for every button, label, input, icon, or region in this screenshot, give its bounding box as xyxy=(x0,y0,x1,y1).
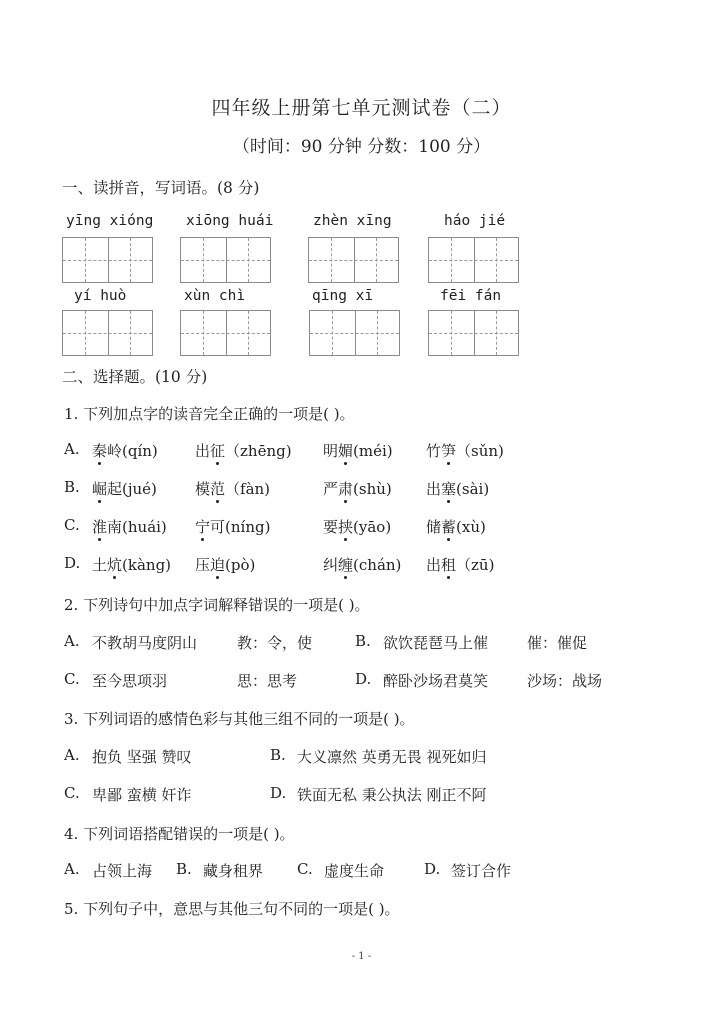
pinyin-label: háo jié xyxy=(444,213,506,229)
q1-option-item: 宁可(níng) xyxy=(195,518,271,536)
q2-option-line: 欲饮琵琶马上催 xyxy=(383,634,489,652)
dotted-char: 租 xyxy=(441,556,457,574)
q3-option-label: B. xyxy=(270,746,286,764)
q1-option-item: 压迫(pò) xyxy=(195,556,256,574)
dotted-char: 崛 xyxy=(92,480,108,498)
writing-grid[interactable] xyxy=(180,237,271,283)
dotted-char: 笋 xyxy=(441,442,457,460)
q4-option-label: B. xyxy=(176,860,192,878)
dotted-char: 媚 xyxy=(338,442,354,460)
pinyin-label: xùn chì xyxy=(184,288,246,304)
q2-option-line: 不教胡马度阴山 xyxy=(92,634,198,652)
q1-option-item: 出征（zhēng) xyxy=(195,442,292,460)
q2-option-line: 醉卧沙场君莫笑 xyxy=(383,672,489,690)
q1-option-label: C. xyxy=(64,516,80,534)
q1-option-item: 明媚(méi) xyxy=(323,442,393,460)
q3-option-words: 大义凛然 英勇无畏 视死如归 xyxy=(297,748,487,766)
q1-option-label: D. xyxy=(64,554,81,572)
q1-option-item: 储蓄(xù) xyxy=(426,518,486,536)
q2-option-label: D. xyxy=(355,670,372,688)
pinyin-label: yí huò xyxy=(74,288,127,304)
q2-option-explain: 催：催促 xyxy=(527,634,588,652)
q2-option-explain: 沙场：战场 xyxy=(527,672,603,690)
dotted-char: 范 xyxy=(210,480,226,498)
q3-option-words: 抱负 坚强 赞叹 xyxy=(92,748,192,766)
q2-option-explain: 教：令，使 xyxy=(237,634,313,652)
q4-option-text: 签订合作 xyxy=(451,862,512,880)
dotted-char: 缠 xyxy=(338,556,354,574)
dotted-char: 秦 xyxy=(92,442,108,460)
q4-option-text: 占领上海 xyxy=(92,862,153,880)
q2-option-label: A. xyxy=(64,632,80,650)
q4-option-text: 虚度生命 xyxy=(324,862,385,880)
writing-grid[interactable] xyxy=(309,310,400,356)
q2-option-label: B. xyxy=(355,632,371,650)
q1-option-item: 出租（zū) xyxy=(426,556,495,574)
dotted-char: 挟 xyxy=(338,518,354,536)
q3-option-label: C. xyxy=(64,784,80,802)
section2-heading: 二、选择题。(10 分) xyxy=(62,368,208,386)
q4-option-text: 藏身租界 xyxy=(203,862,264,880)
exam-time-score: （时间：90 分钟 分数：100 分） xyxy=(232,137,491,157)
q3-option-label: A. xyxy=(64,746,80,764)
dotted-char: 炕 xyxy=(107,556,123,574)
dotted-char: 肃 xyxy=(338,480,354,498)
pinyin-label: xiōng huái xyxy=(186,213,274,229)
writing-grid[interactable] xyxy=(62,310,153,356)
q3-option-label: D. xyxy=(270,784,287,802)
q3-option-words: 铁面无私 秉公执法 刚正不阿 xyxy=(297,786,487,804)
q1-option-item: 秦岭(qín) xyxy=(92,442,158,460)
writing-grid[interactable] xyxy=(180,310,271,356)
q2-option-line: 至今思项羽 xyxy=(92,672,168,690)
writing-grid[interactable] xyxy=(428,310,519,356)
q1-option-item: 模范（fàn) xyxy=(195,480,271,498)
q2-option-explain: 思：思考 xyxy=(237,672,298,690)
dotted-char: 塞 xyxy=(441,480,457,498)
pinyin-label: fēi fán xyxy=(440,288,502,304)
q4-option-label: A. xyxy=(64,860,80,878)
q1-option-label: A. xyxy=(64,440,80,458)
q1-option-item: 严肃(shù) xyxy=(323,480,392,498)
q1-option-item: 纠缠(chán) xyxy=(323,556,402,574)
q3-option-words: 卑鄙 蛮横 奸诈 xyxy=(92,786,192,804)
q1-option-item: 要挟(yāo) xyxy=(323,518,392,536)
pinyin-label: yīng xióng xyxy=(66,213,154,229)
question-5-stem: 5. 下列句子中，意思与其他三句不同的一项是( )。 xyxy=(64,900,400,918)
question-4-stem: 4. 下列词语搭配错误的一项是( )。 xyxy=(64,825,295,843)
page-number: - 1 - xyxy=(351,951,372,962)
dotted-char: 征 xyxy=(210,442,226,460)
writing-grid[interactable] xyxy=(308,237,399,283)
q1-option-item: 出塞(sài) xyxy=(426,480,490,498)
q4-option-label: C. xyxy=(297,860,313,878)
dotted-char: 迫 xyxy=(210,556,226,574)
section1-heading: 一、读拼音，写词语。(8 分) xyxy=(62,179,260,197)
q1-option-label: B. xyxy=(64,478,80,496)
dotted-char: 宁 xyxy=(195,518,211,536)
q2-option-label: C. xyxy=(64,670,80,688)
q1-option-item: 崛起(jué) xyxy=(92,480,157,498)
writing-grid[interactable] xyxy=(428,237,519,283)
writing-grid[interactable] xyxy=(62,237,153,283)
q1-option-item: 土炕(kàng) xyxy=(92,556,172,574)
question-2-stem: 2. 下列诗句中加点字词解释错误的一项是( )。 xyxy=(64,596,370,614)
dotted-char: 淮 xyxy=(92,518,108,536)
q1-option-item: 竹笋（sǔn) xyxy=(426,442,504,460)
q1-option-item: 淮南(huái) xyxy=(92,518,167,536)
dotted-char: 蓄 xyxy=(441,518,457,536)
question-1-stem: 1. 下列加点字的读音完全正确的一项是( )。 xyxy=(64,405,355,423)
question-3-stem: 3. 下列词语的感情色彩与其他三组不同的一项是( )。 xyxy=(64,710,415,728)
page-title: 四年级上册第七单元测试卷（二） xyxy=(211,97,512,119)
pinyin-label: qīng xī xyxy=(312,288,374,304)
q4-option-label: D. xyxy=(424,860,441,878)
pinyin-label: zhèn xīng xyxy=(313,213,392,229)
